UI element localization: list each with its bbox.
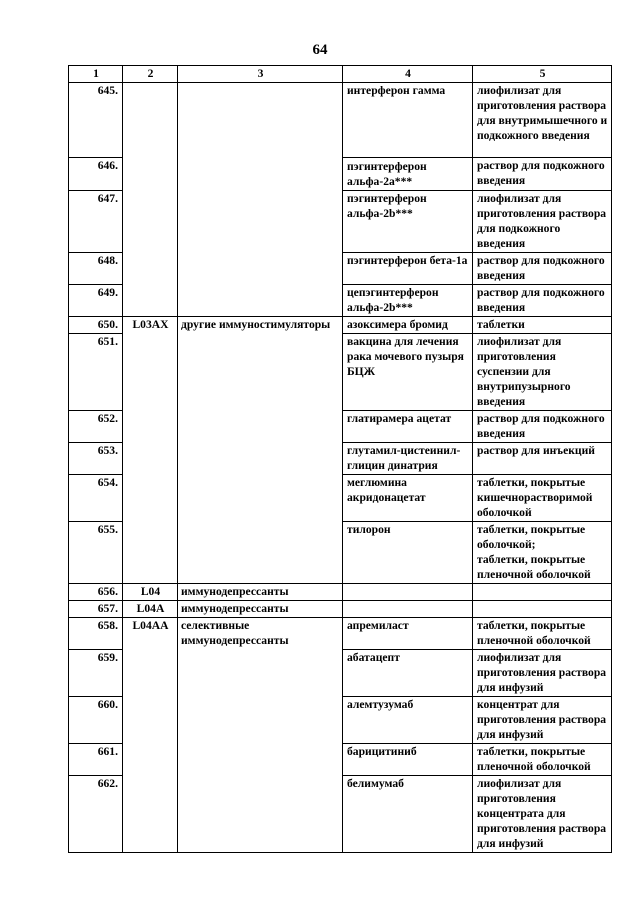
row-number: 646. [69,158,123,191]
dosage-form [473,522,612,584]
dosage-form: таблетки [473,317,612,334]
row-number: 653. [69,443,123,475]
drug-name: азоксимера бромид [343,317,473,334]
table-row [69,618,612,650]
drug-name: тилорон [343,522,473,584]
dosage-form-line: таблетки, покрытые пленочной оболочкой [477,553,591,581]
dosage-form: раствор для подкожного введения [473,285,612,317]
drug-name [343,584,473,601]
drug-name: интерферон гамма [343,83,473,158]
row-number: 655. [69,522,123,584]
dosage-form: таблетки, покрытые пленочной оболочкой [473,618,612,650]
row-number: 660. [69,697,123,744]
group-name: иммунодепрессанты [178,601,343,618]
drug-name: белимумаб [343,776,473,853]
row-number: 656. [69,584,123,601]
dosage-form: концентрат для приготовления раствора для инфузий [473,697,612,744]
dosage-form: раствор для подкожного введения [473,253,612,285]
row-number: 662. [69,776,123,853]
atc-code-cell [123,618,178,853]
group-cell [178,317,343,584]
drug-table [68,65,612,853]
column-header: 3 [178,66,343,83]
dosage-form: лиофилизат для приготовления раствора для инфузий [473,650,612,697]
atc-code: L03AX [132,318,169,331]
drug-name: пэгинтерферон бета-1а [343,253,473,285]
atc-code-cell [123,317,178,584]
dosage-form [473,601,612,618]
table-row [69,601,612,618]
dosage-form-line: таблетки, покрытые оболочкой; [477,523,586,551]
atc-code: L04A [123,601,178,618]
row-number: 649. [69,285,123,317]
group-cell [178,83,343,317]
atc-code: L04AA [132,619,169,632]
drug-name: абатацепт [343,650,473,697]
column-header: 5 [473,66,612,83]
drug-name: цепэгинтерферон альфа-2b*** [343,285,473,317]
dosage-form: таблетки, покрытые кишечнорастворимой оболочкой [473,475,612,522]
dosage-form: лиофилизат для приготовления суспензии для внутрипузырного введения [473,334,612,411]
dosage-form: лиофилизат для приготовления концентрата для приготовления раствора для инфузий [473,776,612,853]
drug-name: пэгинтерферон альфа-2b*** [343,191,473,253]
row-number: 650. [69,317,123,334]
drug-name: вакцина для лечения рака мочевого пузыря БЦЖ [343,334,473,411]
row-number: 658. [69,618,123,650]
drug-name: глатирамера ацетат [343,411,473,443]
group-name: иммунодепрессанты [178,584,343,601]
row-number: 651. [69,334,123,411]
row-number: 654. [69,475,123,522]
row-number: 661. [69,744,123,776]
group-cell [178,618,343,853]
row-number: 648. [69,253,123,285]
group-name: селективные иммунодепрессанты [181,619,289,647]
table-row [69,584,612,601]
row-number: 647. [69,191,123,253]
column-header: 1 [69,66,123,83]
page-number: 64 [312,42,328,58]
atc-code: L04 [123,584,178,601]
dosage-form: лиофилизат для приготовления раствора для внутримышечного и подкожного введения [473,83,612,158]
row-number: 659. [69,650,123,697]
drug-name: апремиласт [343,618,473,650]
dosage-form: раствор для инъекций [473,443,612,475]
table-row [69,317,612,334]
column-header: 2 [123,66,178,83]
atc-code-cell [123,83,178,317]
drug-name: глутамил-цистеинил-глицин динатрия [343,443,473,475]
row-number: 645. [69,83,123,158]
drug-name [343,158,473,191]
dosage-form: раствор для подкожного введения [473,411,612,443]
drug-name [343,601,473,618]
table-header-row [69,66,612,83]
drug-name: меглюмина акридонацетат [343,475,473,522]
dosage-form: раствор для подкожного введения [473,158,612,191]
drug-name: барицитиниб [343,744,473,776]
dosage-form: лиофилизат для приготовления раствора для подкожного введения [473,191,612,253]
drug-name-text: пэгинтерферон альфа-2а*** [347,160,427,188]
group-name: другие иммуностимуляторы [181,318,331,331]
dosage-form: таблетки, покрытые пленочной оболочкой [473,744,612,776]
row-number: 652. [69,411,123,443]
table-row [69,83,612,158]
dosage-form [473,584,612,601]
row-number: 657. [69,601,123,618]
column-header: 4 [343,66,473,83]
drug-name: алемтузумаб [343,697,473,744]
